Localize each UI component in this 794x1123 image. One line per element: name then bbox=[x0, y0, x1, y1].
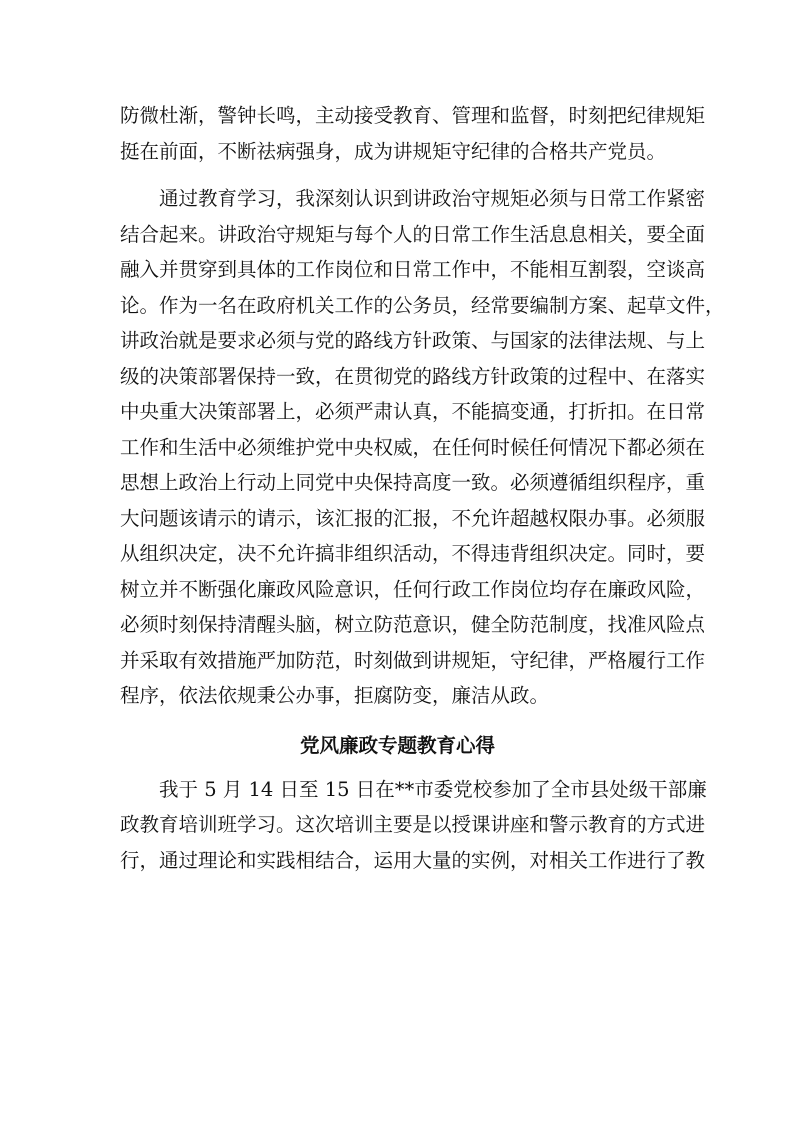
paragraph-spacer bbox=[120, 169, 675, 181]
paragraph-3 bbox=[120, 772, 707, 879]
text-line: 论。作为一名在政府机关工作的公务员，经常要编制方案、起草文件， bbox=[120, 293, 725, 317]
text-line: 程序，依法依规秉公办事，拒腐防变，廉洁从政。 bbox=[120, 684, 550, 707]
text-line: 防微杜渐，警钟长鸣，主动接受教育、管理和监督，时刻把纪律规矩 bbox=[120, 104, 706, 127]
text-line: 必须时刻保持清醒头脑，树立防范意识，健全防范制度，找准风险点 bbox=[120, 613, 706, 636]
text-line: 融入并贯穿到具体的工作岗位和日常工作中，不能相互割裂，空谈高 bbox=[120, 258, 706, 281]
text-line: 并采取有效措施严加防范，时刻做到讲规矩，守纪律，严格履行工作 bbox=[120, 648, 706, 672]
text-line: 级的决策部署保持一致，在贯彻党的路线方针政策的过程中、在落实 bbox=[120, 364, 706, 388]
text-line: 政教育培训班学习。这次培训主要是以授课讲座和警示教育的方式进 bbox=[120, 813, 706, 836]
paragraph-1 bbox=[120, 98, 706, 169]
text-line: 讲政治就是要求必须与党的路线方针政策、与国家的法律法规、与上 bbox=[120, 329, 706, 352]
text-line: 树立并不断强化廉政风险意识，任何行政工作岗位均存在廉政风险， bbox=[120, 577, 706, 601]
text-line: 挺在前面，不断祛病强身，成为讲规矩守纪律的合格共产党员。 bbox=[120, 139, 667, 163]
text-line: 思想上政治上行动上同党中央保持高度一致。必须遵循组织程序，重 bbox=[120, 471, 706, 494]
paragraph-2 bbox=[120, 181, 725, 714]
document-body bbox=[120, 98, 725, 878]
text-line: 工作和生活中必须维护党中央权威，在任何时候任何情况下都必须在 bbox=[120, 435, 706, 459]
text-line: 我于 5 月 14 日至 15 日在**市委党校参加了全市县处级干部廉 bbox=[159, 777, 707, 801]
text-line: 中央重大决策部署上，必须严肃认真，不能搞变通，打折扣。在日常 bbox=[120, 400, 706, 423]
text-line: 结合起来。讲政治守规矩与每个人的日常工作生活息息相关，要全面 bbox=[120, 222, 706, 246]
text-line: 行，通过理论和实践相结合，运用大量的实例，对相关工作进行了教 bbox=[120, 848, 706, 872]
text-line: 通过教育学习，我深刻认识到讲政治守规矩必须与日常工作紧密 bbox=[159, 187, 706, 210]
text-line: 从组织决定，决不允许搞非组织活动，不得违背组织决定。同时，要 bbox=[120, 542, 706, 565]
section-heading: 党风廉政专题教育心得 bbox=[299, 733, 495, 757]
text-line: 大问题该请示的请示，该汇报的汇报，不允许超越权限办事。必须服 bbox=[120, 506, 706, 530]
